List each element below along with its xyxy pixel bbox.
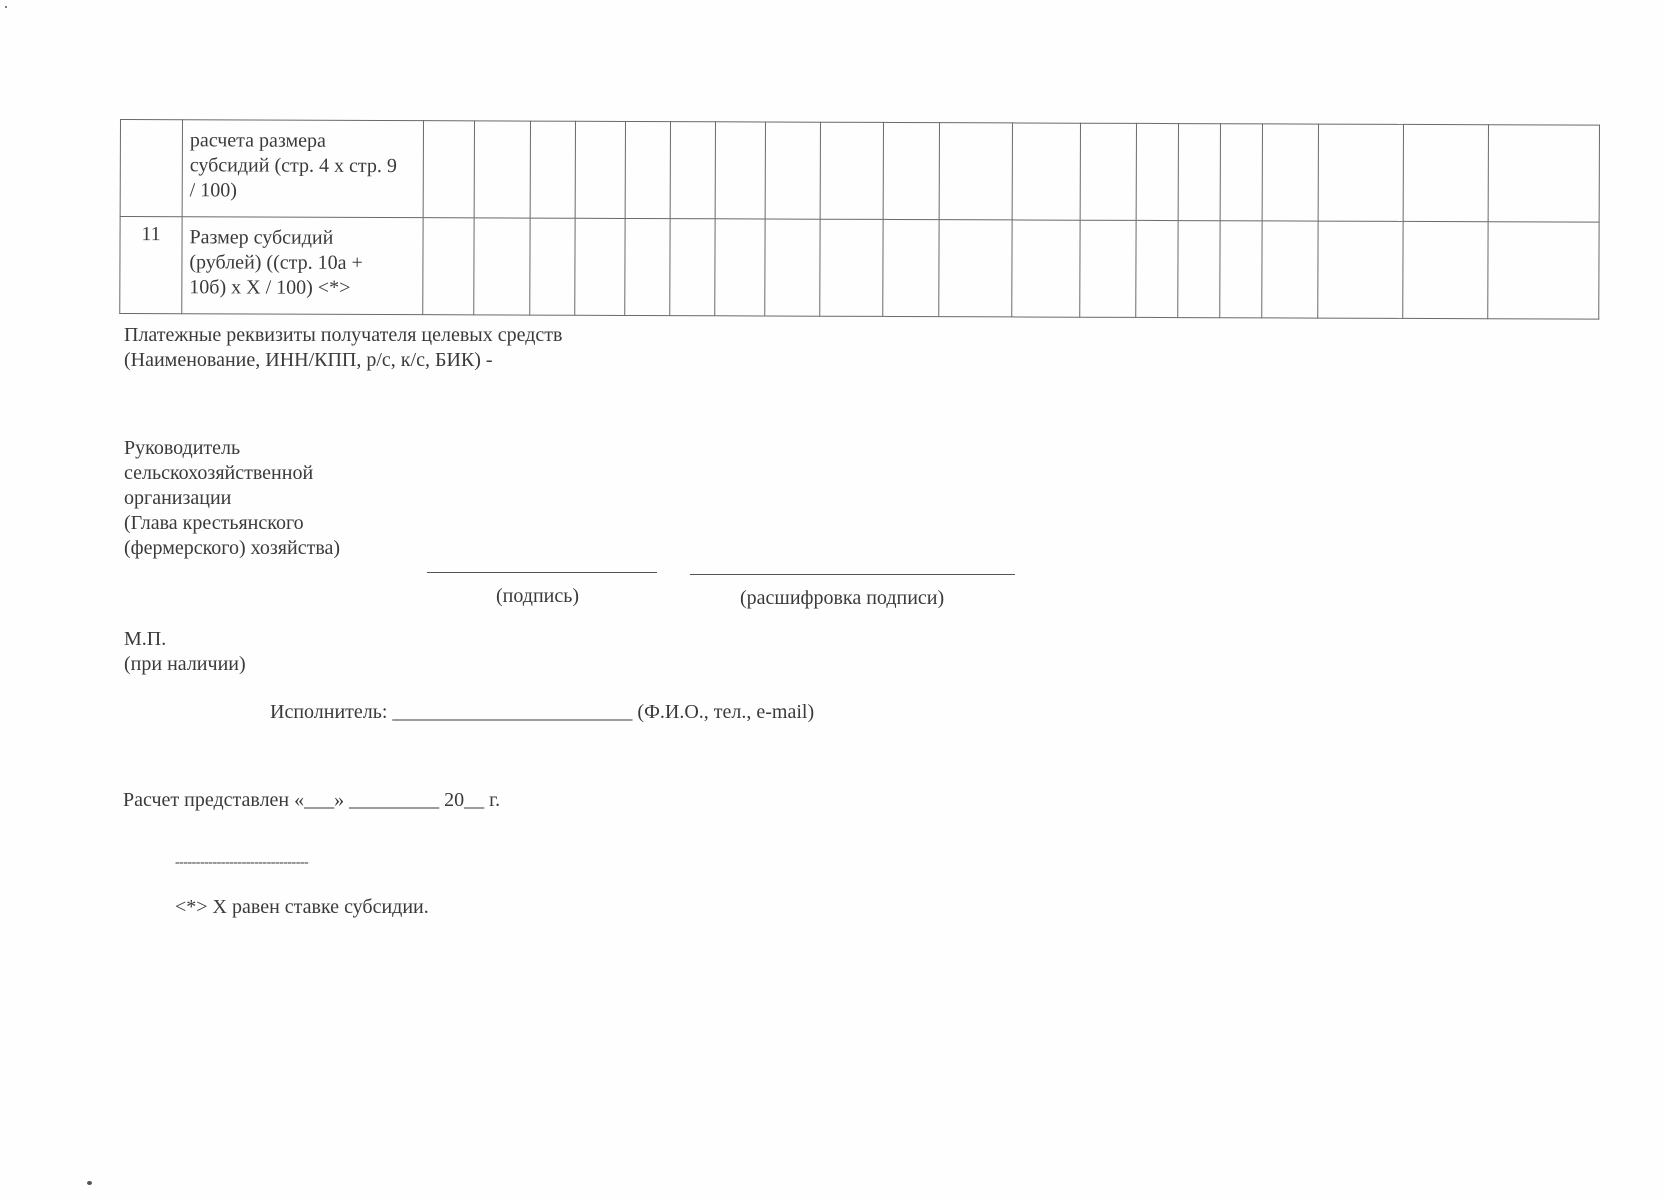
head-title-line: организации [124,487,232,509]
payment-details-label: Платежные реквизиты получателя целевых средств [124,324,563,346]
empty-cell [1220,221,1262,318]
empty-cell [883,219,939,316]
row-description: расчета размера субсидий (стр. 4 х стр. 9 / 100) [182,120,423,218]
footnote-separator: -------------------------------- [175,855,309,870]
empty-cell [1262,124,1318,221]
empty-cell [715,122,765,219]
executor-line: Исполнитель: ________________________ (Ф.И.О., тел., e-mail) [270,701,815,723]
empty-cell [1220,124,1262,221]
empty-cell [474,218,530,315]
calculation-table [119,119,1600,320]
signature-caption: (подпись) [496,585,580,607]
empty-cell [1080,220,1136,317]
empty-cell [1178,124,1220,221]
row-number [120,120,182,217]
empty-cell [1262,221,1318,318]
row-number: 11 [120,217,182,314]
empty-cell [530,121,575,218]
submission-date-line: Расчет представлен «___» _________ 20__ г. [123,789,501,811]
empty-cell [1012,220,1080,317]
empty-cell [670,122,715,219]
footnote-text: <*> Х равен ставке субсидии. [175,896,429,918]
scan-speck [5,6,7,8]
decryption-line [690,574,1015,575]
empty-cell [884,122,940,219]
empty-cell [1403,124,1488,221]
empty-cell [1136,220,1178,317]
empty-cell [821,122,884,219]
signature-line [427,572,657,573]
table-row [120,120,1599,223]
empty-cell [1318,124,1403,221]
stamp-label: М.П. [124,628,167,650]
empty-cell [1178,221,1220,318]
empty-cell [1318,221,1403,318]
head-title-line: Руководитель [124,437,241,459]
decryption-caption: (расшифровка подписи) [740,587,945,609]
empty-cell [423,218,474,315]
empty-cell [575,121,625,218]
empty-cell [474,121,530,218]
empty-cell [820,219,883,316]
head-title-line: сельскохозяйственной [124,462,314,484]
empty-cell [764,219,820,316]
empty-cell [624,218,669,315]
row-description: Размер субсидий (рублей) ((стр. 10а + 10б) х Х / 100) <*> [182,217,423,315]
empty-cell [669,219,714,316]
empty-cell [1403,221,1488,318]
empty-cell [939,220,1012,317]
stamp-note: (при наличии) [124,653,246,675]
scan-speck [87,1181,92,1185]
empty-cell [574,218,624,315]
empty-cell [939,123,1012,220]
empty-cell [765,122,821,219]
empty-cell [625,121,670,218]
head-title-line: (фермерского) хозяйства) [124,537,341,559]
empty-cell [1012,123,1080,220]
empty-cell [1136,123,1178,220]
empty-cell [1488,222,1599,319]
head-title-line: (Глава крестьянского [124,512,304,534]
empty-cell [530,218,575,315]
empty-cell [1080,123,1136,220]
empty-cell [423,121,474,218]
table-row [120,217,1599,320]
empty-cell [714,219,764,316]
payment-details-fields: (Наименование, ИНН/КПП, р/с, к/с, БИК) - [124,349,493,371]
empty-cell [1488,125,1599,222]
